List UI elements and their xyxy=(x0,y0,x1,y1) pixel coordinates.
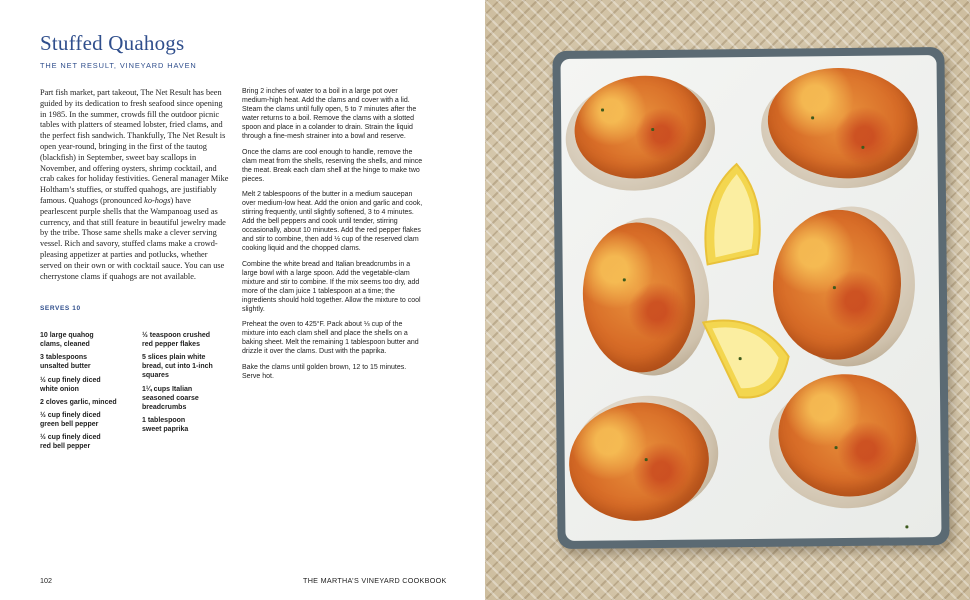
ingredient-item xyxy=(40,376,136,394)
ingredient-quantity: ½ cup finely diced xyxy=(40,376,101,384)
ingredient-quantity: ½ cup finely diced xyxy=(40,412,101,420)
recipe-title: Stuffed Quahogs xyxy=(40,31,185,55)
ingredient-description: seasoned coarse breadcrumbs xyxy=(142,394,199,411)
ingredient-quantity: 10 large quahog xyxy=(40,332,94,339)
intro-pronunciation: ko-hogs xyxy=(144,195,171,205)
ingredients-column-1 xyxy=(40,331,136,456)
ingredient-description: clams, cleaned xyxy=(40,341,90,348)
parsley-fleck xyxy=(861,146,864,149)
method-step: Bring 2 inches of water to a boil in a large pot over medium-high heat. Add the clams and cover with a lid. Steam the clams until fully open, 5 to 7 minutes after the water returns to a boil. Remove the clams with a slotted spoon and place in a colander to drain. Strain the liquid through a fine-mesh strainer into a bowl and reserve. xyxy=(242,88,417,140)
ingredient-description: red pepper flakes xyxy=(142,341,200,348)
ingredient-item xyxy=(142,416,238,434)
parsley-fleck xyxy=(833,286,836,289)
ingredient-description: green bell pepper xyxy=(40,421,99,429)
ingredient-item xyxy=(40,353,136,371)
stuffed-clam xyxy=(577,214,709,381)
parsley-fleck xyxy=(645,458,648,461)
ingredient-description: bread, cut into 1-inch squares xyxy=(142,363,213,380)
lemon-wedge xyxy=(698,312,794,408)
ingredient-item xyxy=(40,433,136,451)
page-number: 102 xyxy=(40,576,52,585)
method-step: Once the clams are cool enough to handle, remove the clam meat from the shells, reserving the shells, and mince the meat. Break each clam shell at the hinge to make two pieces. xyxy=(242,148,423,183)
parsley-fleck xyxy=(601,109,604,112)
ingredient-quantity: 1 tablespoon xyxy=(142,416,186,424)
parsley-fleck xyxy=(811,116,814,119)
serves-label: SERVES 10 xyxy=(40,305,81,312)
intro-text-1: Part fish market, part takeout, The Net Result has been guided by its dedication to fresh seafood since opening in 1985. In the summer, crowds fill the outdoor picnic tables with platters of steamed lobster, fried clams, and the perfect fish sandwich. Thankfully, The Net Result is open year-round, bringing in the first of the tautog (blackfish) in September, sweet bay scallops in November, and offering oysters, shrimp cocktail, and crab cakes for holiday festivities. General manager Mike Holtham’s stuffies, or stuffed quahogs, are justifiably famous. Quahogs (pronounced xyxy=(40,88,229,205)
right-page-photo xyxy=(485,0,970,600)
running-head: THE MARTHA’S VINEYARD COOKBOOK xyxy=(303,576,447,585)
ingredient-description: red bell pepper xyxy=(40,443,91,451)
stuffed-clam xyxy=(756,61,927,196)
intro-text-2: ) have pearlescent purple shells that the Wampanoag used as currency, and that still feature in beautiful jewelry made by the tribe. Those same shells make a clever serving vessel. Rich and savory, stuffed clams make a crowd-pleasing appetizer at parties and potlucks, whether served on their own or with cocktail sauce. You can use cherrystone clams if quahogs are not available. xyxy=(40,195,226,281)
parsley-fleck xyxy=(623,278,626,281)
baking-tray xyxy=(552,47,949,549)
ingredient-quantity: 5 slices plain white xyxy=(142,354,206,362)
ingredient-quantity: 2 cloves garlic, minced xyxy=(40,398,117,406)
method-step: Melt 2 tablespoons of the butter in a medium saucepan over medium-low heat. Add the onion and garlic and cook, stirring frequently, until slightly softened, 3 to 4 minutes. Add the bell peppers and cook until tender, stirring occasionally, about 10 minutes. Add the red pepper flakes and stir to combine, then add ½ cup of the reserved clam cooking liquid and the chopped clams. xyxy=(242,191,423,252)
recipe-subtitle: THE NET RESULT, VINEYARD HAVEN xyxy=(40,61,197,70)
ingredient-item xyxy=(142,385,238,412)
ingredient-quantity: 1¼ cups Italian xyxy=(142,385,193,393)
recipe-intro xyxy=(40,88,230,282)
ingredient-description: unsalted butter xyxy=(40,363,91,371)
parsley-fleck xyxy=(905,525,908,528)
ingredient-item xyxy=(40,411,136,429)
ingredient-quantity: 3 tablespoons xyxy=(40,354,88,362)
tray-surface xyxy=(560,55,941,541)
ingredients-column-2 xyxy=(142,331,238,438)
stuffed-clam xyxy=(562,388,725,529)
ingredient-description: sweet paprika xyxy=(142,425,189,433)
method-step: Preheat the oven to 425°F. Pack about ⅓ cup of the mixture into each clam shell and place the shells on a baking sheet. Melt the remaining 1 tablespoon butter and drizzle it over the clams. Dust with the paprika. xyxy=(242,321,419,355)
parsley-fleck xyxy=(651,128,654,131)
ingredient-item xyxy=(40,398,136,407)
lemon-wedge xyxy=(697,159,778,270)
method-step: Bake the clams until golden brown, 12 to 15 minutes. Serve hot. xyxy=(242,363,407,380)
ingredient-description: white onion xyxy=(40,385,79,393)
ingredient-quantity: ½ cup finely diced xyxy=(40,434,101,442)
ingredient-quantity: ½ teaspoon crushed xyxy=(142,332,211,339)
parsley-fleck xyxy=(835,446,838,449)
ingredient-item xyxy=(142,353,238,380)
parsley-fleck xyxy=(739,357,742,360)
method-step: Combine the white bread and Italian breadcrumbs in a large bowl with a large spoon. Add the vegetable-clam mixture and stir to combine. If the mix seems too dry, add more of the clam juice 1 tablespoon at a time; the ingredients should hold together. Allow the mixture to cool slightly. xyxy=(242,260,421,313)
ingredient-item xyxy=(142,331,238,349)
method-steps xyxy=(242,87,424,387)
ingredient-item xyxy=(40,331,136,349)
